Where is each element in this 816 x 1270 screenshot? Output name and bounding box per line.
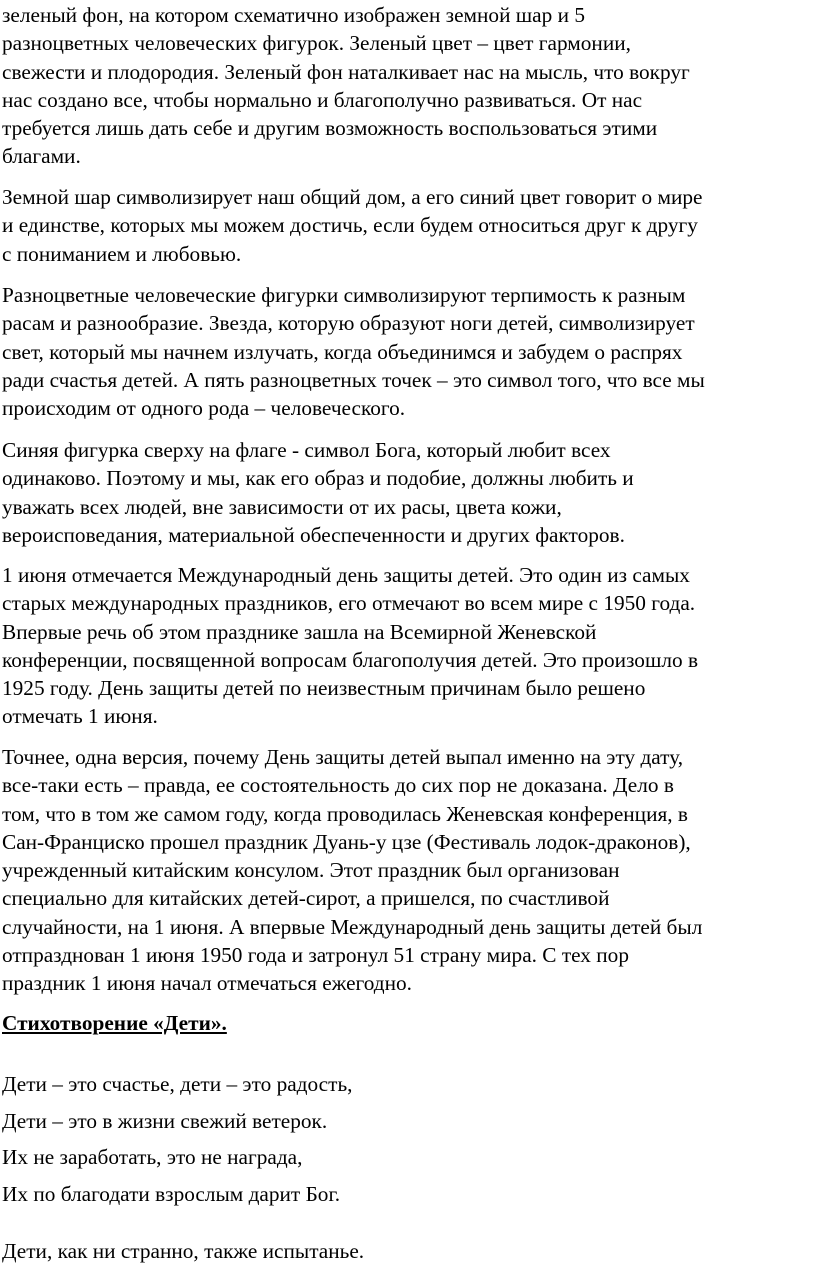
poem-line: Их не заработать, это не награда, [2, 1145, 303, 1169]
text-line: ради счастья детей. А пять разноцветных точек – это символ того, что все мы [2, 367, 705, 392]
paragraph-version [2, 743, 808, 998]
text-line: Впервые речь об этом празднике зашла на Всемирной Женевской [2, 619, 597, 644]
text-line: праздник 1 июня начал отмечаться ежегодно. [2, 971, 412, 996]
text-line: отмечать 1 июня. [2, 704, 158, 729]
paragraph-globe [2, 183, 808, 268]
text-line: зеленый фон, на котором схематично изображен земной шар и 5 [2, 3, 585, 27]
text-line: требуется лишь дать себе и другим возможность воспользоваться этими [2, 116, 658, 141]
text-line: свет, который мы начнем излучать, когда объединимся и забудем о распрях [2, 339, 683, 364]
text-line: разноцветных человеческих фигурок. Зеленый цвет – цвет гармонии, [2, 31, 631, 56]
text-line: специально для китайских детей-сирот, а пришелся, по счастливой [2, 886, 610, 911]
text-line: старых международных праздников, его отмечают во всем мире с 1950 года. [2, 591, 696, 616]
text-line: том, что в том же самом году, когда проводилась Женевская конференция, в [2, 801, 688, 826]
poem-heading: Стихотворение «Дети». [2, 1011, 227, 1035]
text-line: нас создано все, чтобы нормально и благополучно развиваться. От нас [2, 87, 643, 112]
text-line: все-таки есть – правда, ее состоятельность до сих пор не доказана. Дело в [2, 773, 674, 798]
text-line: учрежденный китайским консулом. Этот праздник был организован [2, 858, 620, 883]
text-line: вероисповедания, материальной обеспеченности и других факторов. [2, 522, 625, 547]
poem-line: Их по благодати взрослым дарит Бог. [2, 1181, 341, 1206]
poem-line: Дети – это счастье, дети – это радость, [2, 1072, 353, 1096]
paragraph-blue-figure [2, 436, 808, 549]
paragraph-figures [2, 281, 808, 422]
text-line: расам и разнообразие. Звезда, которую образуют ноги детей, символизирует [2, 311, 695, 336]
poem-line: Дети – это в жизни свежий ветерок. [2, 1108, 328, 1133]
text-line: Точнее, одна версия, почему День защиты детей выпал именно на эту дату, [2, 745, 684, 769]
text-line: благами. [2, 144, 81, 169]
poem-line: Дети, как ни странно, также испытанье. [2, 1239, 365, 1263]
text-line: 1 июня отмечается Международный день защиты детей. Это один из самых [2, 563, 690, 587]
text-line: свежести и плодородия. Зеленый фон наталкивает нас на мысль, что вокруг [2, 59, 690, 84]
poem-stanza [2, 1066, 352, 1212]
paragraph-flag-background [2, 1, 808, 171]
text-line: случайности, на 1 июня. А впервые Международный день защиты детей был [2, 914, 703, 939]
text-line: Земной шар символизирует наш общий дом, а его синий цвет говорит о мире [2, 185, 703, 209]
text-line: с пониманием и любовью. [2, 241, 242, 266]
text-line: Синяя фигурка сверху на флаге - символ Бога, который любит всех [2, 438, 611, 462]
text-line: отпразднован 1 июня 1950 года и затронул 51 страну мира. С тех пор [2, 943, 629, 968]
text-line: и единстве, которых мы можем достичь, если будем относиться друг к другу [2, 213, 698, 238]
text-line: Разноцветные человеческие фигурки символизируют терпимость к разным [2, 283, 686, 307]
text-line: уважать всех людей, вне зависимости от их расы, цвета кожи, [2, 494, 562, 519]
text-line: конференции, посвященной вопросам благополучия детей. Это произошло в [2, 647, 699, 672]
text-line: одинаково. Поэтому и мы, как его образ и подобие, должны любить и [2, 466, 634, 491]
text-line: происходим от одного рода – человеческого. [2, 396, 406, 421]
text-line: Сан-Франциско прошел праздник Дуань-у цзе (Фестиваль лодок-драконов), [2, 829, 691, 854]
paragraph-june-first [2, 561, 808, 731]
poem-stanza [2, 1233, 364, 1270]
text-line: 1925 году. День защиты детей по неизвестным причинам было решено [2, 676, 646, 701]
